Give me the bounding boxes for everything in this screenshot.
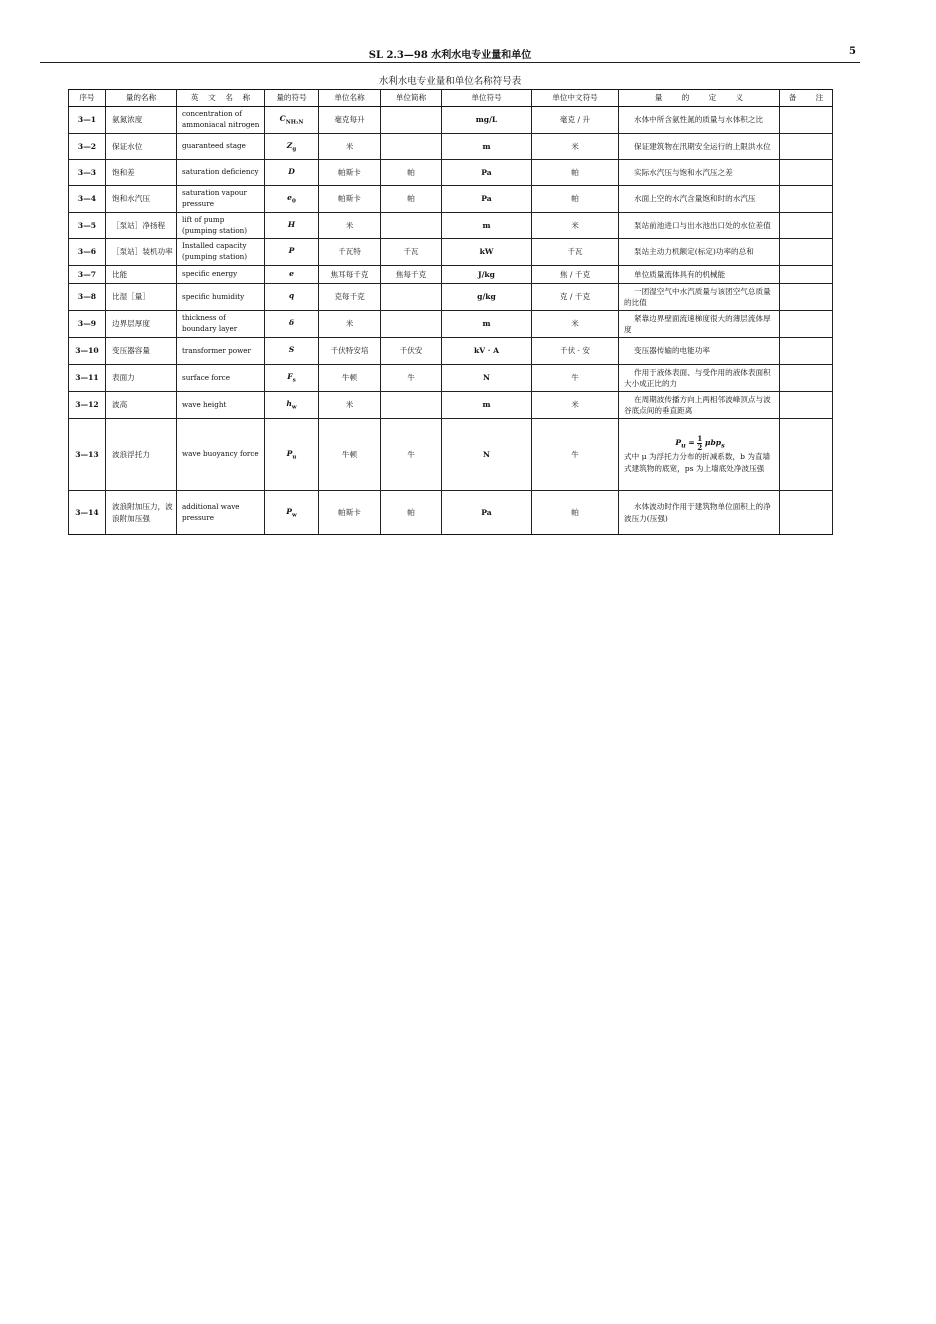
row-remark <box>780 134 833 160</box>
row-symbol: $P_w$ <box>265 491 319 535</box>
row-remark <box>780 186 833 213</box>
row-symbol: q <box>265 284 319 311</box>
row-english-name: specific energy <box>177 266 265 284</box>
table-title: 水利水电专业量和单位名称符号表 <box>378 76 522 87</box>
row-seq: 3—8 <box>69 284 106 311</box>
row-unit-symbol: Pa <box>442 186 532 213</box>
row-definition: 作用于液体表面、与受作用的液体表面积大小成正比的力 <box>619 365 780 392</box>
col-header-definition: 量 的 定 义 <box>619 90 780 107</box>
row-unit-name: 帕斯卡 <box>319 491 381 535</box>
row-symbol: $F_s$ <box>265 365 319 392</box>
row-unit-symbol: J/kg <box>442 266 532 284</box>
row-unit-name: 帕斯卡 <box>319 160 381 186</box>
row-english-name: thickness of boundary layer <box>177 311 265 338</box>
row-seq: 3—5 <box>69 213 106 239</box>
row-unit-name: 牛顿 <box>319 419 381 491</box>
row-definition: 保证建筑物在汛期安全运行的上限洪水位 <box>619 134 780 160</box>
formula-fraction: $\frac{1}{2}$ <box>697 433 703 452</box>
table-row <box>69 160 833 186</box>
row-symbol: S <box>265 338 319 365</box>
row-quantity-name: 饱和水汽压 <box>106 186 177 213</box>
row-unit-symbol: Pa <box>442 160 532 186</box>
row-unit-short: 千瓦 <box>381 239 442 266</box>
row-unit-name: 千瓦特 <box>319 239 381 266</box>
row-unit-short <box>381 107 442 134</box>
row-remark <box>780 365 833 392</box>
row-unit-name: 克每千克 <box>319 284 381 311</box>
row-symbol: H <box>265 213 319 239</box>
row-seq: 3—10 <box>69 338 106 365</box>
row-remark <box>780 239 833 266</box>
page-header <box>40 46 860 63</box>
row-definition: 实际水汽压与饱和水汽压之差 <box>619 160 780 186</box>
row-unit-short: 帕 <box>381 491 442 535</box>
formula-explanation: 式中 μ 为浮托力分布的折减系数，b 为直墙式建筑物的底宽，ps 为上墙底处净波压强 <box>624 452 771 473</box>
row-definition: 单位质量流体具有的机械能 <box>619 266 780 284</box>
row-remark <box>780 160 833 186</box>
row-unit-cn-symbol: 米 <box>532 392 619 419</box>
row-unit-name: 米 <box>319 213 381 239</box>
row-unit-symbol: kW <box>442 239 532 266</box>
row-unit-cn-symbol: 帕 <box>532 160 619 186</box>
row-definition: 紧靠边界壁面流速梯度很大的薄层流体厚度 <box>619 311 780 338</box>
row-seq: 3—13 <box>69 419 106 491</box>
row-unit-short <box>381 392 442 419</box>
col-header-english: 英 文 名 称 <box>177 90 265 107</box>
row-english-name: lift of pump (pumping station) <box>177 213 265 239</box>
row-seq: 3—7 <box>69 266 106 284</box>
quantities-table <box>68 89 833 535</box>
row-remark <box>780 491 833 535</box>
row-symbol: D <box>265 160 319 186</box>
row-quantity-name: 氨氮浓度 <box>106 107 177 134</box>
row-unit-cn-symbol: 千瓦 <box>532 239 619 266</box>
table-row <box>69 266 833 284</box>
row-seq: 3—14 <box>69 491 106 535</box>
row-unit-symbol: g/kg <box>442 284 532 311</box>
row-seq: 3—3 <box>69 160 106 186</box>
row-english-name: Installed capacity (pumping station) <box>177 239 265 266</box>
col-header-unit-cn-symbol: 单位中文符号 <box>532 90 619 107</box>
row-unit-short: 帕 <box>381 160 442 186</box>
row-english-name: guaranteed stage <box>177 134 265 160</box>
table-row <box>69 239 833 266</box>
col-header-seq: 序号 <box>69 90 106 107</box>
row-symbol: $C_{NH_3N}$ <box>265 107 319 134</box>
col-header-unit-short: 单位简称 <box>381 90 442 107</box>
row-unit-cn-symbol: 米 <box>532 213 619 239</box>
table-row <box>69 213 833 239</box>
row-english-name: transformer power <box>177 338 265 365</box>
row-english-name: wave buoyancy force <box>177 419 265 491</box>
row-symbol: e <box>265 266 319 284</box>
row-symbol: $P_u$ <box>265 419 319 491</box>
row-definition: 泵站主动力机额定(标定)功率的总和 <box>619 239 780 266</box>
row-english-name: specific humidity <box>177 284 265 311</box>
row-unit-short: 牛 <box>381 419 442 491</box>
row-unit-name: 帕斯卡 <box>319 186 381 213</box>
row-unit-symbol: m <box>442 213 532 239</box>
row-remark <box>780 311 833 338</box>
row-quantity-name: 饱和差 <box>106 160 177 186</box>
row-english-name: surface force <box>177 365 265 392</box>
row-definition: 变压器传输的电能功率 <box>619 338 780 365</box>
row-seq: 3—11 <box>69 365 106 392</box>
row-unit-cn-symbol: 米 <box>532 311 619 338</box>
row-definition: 水体中所含氨性氮的质量与水体积之比 <box>619 107 780 134</box>
row-unit-cn-symbol: 帕 <box>532 491 619 535</box>
row-unit-symbol: m <box>442 134 532 160</box>
row-quantity-name: 边界层厚度 <box>106 311 177 338</box>
row-quantity-name: ［泵站］装机功率 <box>106 239 177 266</box>
table-row <box>69 392 833 419</box>
row-quantity-name: 波浪附加压力，波浪附加压强 <box>106 491 177 535</box>
row-symbol: δ <box>265 311 319 338</box>
row-seq: 3—9 <box>69 311 106 338</box>
row-unit-cn-symbol: 千伏 · 安 <box>532 338 619 365</box>
row-english-name: additional wave pressure <box>177 491 265 535</box>
table-row <box>69 311 833 338</box>
row-unit-symbol: N <box>442 365 532 392</box>
standard-title: SL 2.3—98 水利水电专业量和单位 <box>368 50 532 61</box>
table-row <box>69 186 833 213</box>
row-unit-name: 米 <box>319 392 381 419</box>
table-row <box>69 491 833 535</box>
row-definition: 一团湿空气中水汽质量与该团空气总质量的比值 <box>619 284 780 311</box>
row-seq: 3—4 <box>69 186 106 213</box>
row-unit-short <box>381 213 442 239</box>
row-definition <box>619 419 780 491</box>
row-quantity-name: 波浪浮托力 <box>106 419 177 491</box>
row-seq: 3—6 <box>69 239 106 266</box>
col-header-remark: 备 注 <box>780 90 833 107</box>
row-symbol: $e_0$ <box>265 186 319 213</box>
row-unit-cn-symbol: 牛 <box>532 365 619 392</box>
row-unit-name: 米 <box>319 311 381 338</box>
col-header-unit-symbol: 单位符号 <box>442 90 532 107</box>
table-row <box>69 284 833 311</box>
row-unit-cn-symbol: 焦 / 千克 <box>532 266 619 284</box>
col-header-name: 量的名称 <box>106 90 177 107</box>
row-unit-cn-symbol: 克 / 千克 <box>532 284 619 311</box>
row-unit-name: 千伏特安培 <box>319 338 381 365</box>
row-unit-cn-symbol: 毫克 / 升 <box>532 107 619 134</box>
row-unit-short <box>381 311 442 338</box>
row-seq: 3—1 <box>69 107 106 134</box>
row-unit-cn-symbol: 帕 <box>532 186 619 213</box>
row-unit-cn-symbol: 米 <box>532 134 619 160</box>
row-quantity-name: 表面力 <box>106 365 177 392</box>
table-row <box>69 134 833 160</box>
row-definition: 水面上空的水汽含量饱和时的水汽压 <box>619 186 780 213</box>
row-unit-name: 米 <box>319 134 381 160</box>
row-quantity-name: 保证水位 <box>106 134 177 160</box>
table-row <box>69 419 833 491</box>
row-remark <box>780 266 833 284</box>
row-unit-short: 焦每千克 <box>381 266 442 284</box>
row-unit-cn-symbol: 牛 <box>532 419 619 491</box>
row-english-name: concentration of ammoniacal nitrogen <box>177 107 265 134</box>
row-seq: 3—2 <box>69 134 106 160</box>
table-header-row <box>69 90 833 107</box>
row-english-name: saturation vapour pressure <box>177 186 265 213</box>
row-seq: 3—12 <box>69 392 106 419</box>
table-row <box>69 365 833 392</box>
row-unit-symbol: m <box>442 392 532 419</box>
row-quantity-name: 比能 <box>106 266 177 284</box>
row-quantity-name: 波高 <box>106 392 177 419</box>
row-remark <box>780 107 833 134</box>
row-symbol: P <box>265 239 319 266</box>
row-unit-name: 毫克每升 <box>319 107 381 134</box>
row-unit-short: 牛 <box>381 365 442 392</box>
row-unit-short <box>381 134 442 160</box>
row-unit-short: 千伏安 <box>381 338 442 365</box>
row-unit-symbol: N <box>442 419 532 491</box>
row-unit-symbol: mg/L <box>442 107 532 134</box>
row-unit-short <box>381 284 442 311</box>
row-definition: 泵站前池进口与出水池出口处的水位差值 <box>619 213 780 239</box>
buoyancy-formula: $P_u$ = $\frac{1}{2}$ μbp$_s$ <box>675 433 725 452</box>
row-remark <box>780 213 833 239</box>
table-row <box>69 107 833 134</box>
row-remark <box>780 392 833 419</box>
row-quantity-name: 变压器容量 <box>106 338 177 365</box>
row-remark <box>780 284 833 311</box>
row-unit-short: 帕 <box>381 186 442 213</box>
col-header-unit-name: 单位名称 <box>319 90 381 107</box>
row-remark <box>780 419 833 491</box>
col-header-symbol: 量的符号 <box>265 90 319 107</box>
row-english-name: wave height <box>177 392 265 419</box>
row-remark <box>780 338 833 365</box>
row-symbol: $h_w$ <box>265 392 319 419</box>
row-definition: 水体波动时作用于建筑物单位面积上的净波压力(压强) <box>619 491 780 535</box>
row-quantity-name: 比湿［量］ <box>106 284 177 311</box>
row-unit-symbol: Pa <box>442 491 532 535</box>
table-row <box>69 338 833 365</box>
row-symbol: $Z_g$ <box>265 134 319 160</box>
row-unit-name: 牛顿 <box>319 365 381 392</box>
page-number: 5 <box>849 46 856 57</box>
row-english-name: saturation deficiency <box>177 160 265 186</box>
row-unit-symbol: kV · A <box>442 338 532 365</box>
row-unit-symbol: m <box>442 311 532 338</box>
row-definition: 在周期波传播方向上两相邻波峰顶点与波谷底点间的垂直距离 <box>619 392 780 419</box>
row-quantity-name: ［泵站］净扬程 <box>106 213 177 239</box>
row-unit-name: 焦耳每千克 <box>319 266 381 284</box>
